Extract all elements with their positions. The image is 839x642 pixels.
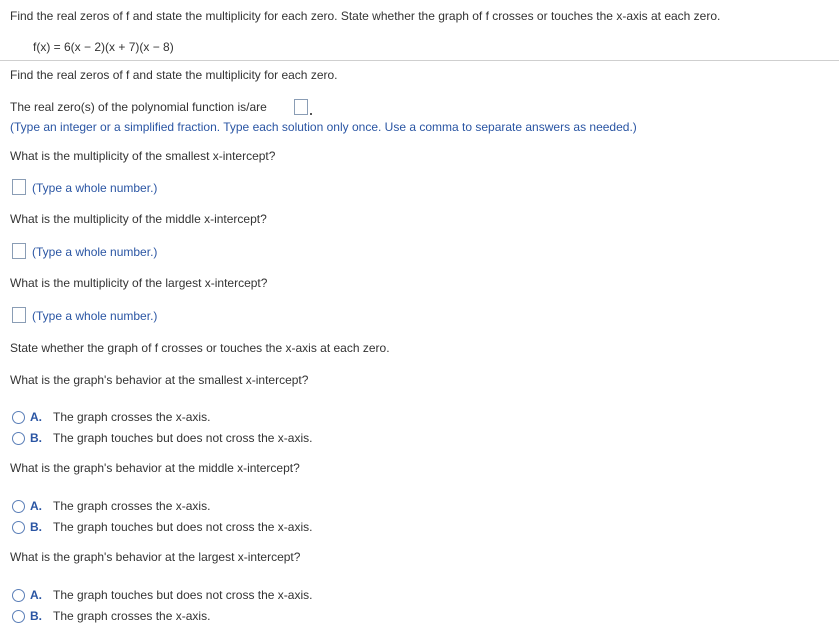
option-text: The graph crosses the x-axis. (53, 499, 211, 513)
largest-multiplicity-question: What is the multiplicity of the largest x-intercept? (10, 276, 268, 290)
middle-multiplicity-input[interactable] (12, 243, 26, 259)
option-text: The graph touches but does not cross the x-axis. (53, 588, 313, 602)
option-letter: A. (30, 410, 42, 424)
zeros-label: The real zero(s) of the polynomial function is/are (10, 100, 267, 114)
option-letter: A. (30, 588, 42, 602)
option-letter: B. (30, 431, 42, 445)
behavior-middle-question: What is the graph's behavior at the middle x-intercept? (10, 461, 300, 475)
option-letter: B. (30, 609, 42, 623)
option-text: The graph touches but does not cross the x-axis. (53, 520, 313, 534)
radio-icon[interactable] (12, 432, 25, 445)
middle-multiplicity-question: What is the multiplicity of the middle x-intercept? (10, 212, 267, 226)
section-divider (0, 60, 839, 61)
middle-multiplicity-hint: (Type a whole number.) (32, 245, 158, 259)
radio-icon[interactable] (12, 411, 25, 424)
zeros-hint: (Type an integer or a simplified fraction. Type each solution only once. Use a comma to separate answers as needed.) (10, 120, 637, 134)
behavior-largest-option-a[interactable] (12, 588, 342, 604)
option-letter: B. (30, 520, 42, 534)
behavior-middle-option-a[interactable] (12, 499, 342, 515)
radio-icon[interactable] (12, 589, 25, 602)
behavior-largest-option-b[interactable] (12, 609, 342, 625)
smallest-multiplicity-hint: (Type a whole number.) (32, 181, 158, 195)
option-text: The graph crosses the x-axis. (53, 609, 211, 623)
option-text: The graph crosses the x-axis. (53, 410, 211, 424)
zeros-input[interactable] (294, 99, 308, 115)
behavior-smallest-option-b[interactable] (12, 431, 342, 447)
option-text: The graph touches but does not cross the x-axis. (53, 431, 313, 445)
behavior-smallest-question: What is the graph's behavior at the smallest x-intercept? (10, 373, 309, 387)
largest-multiplicity-hint: (Type a whole number.) (32, 309, 158, 323)
cursor-dot-icon (310, 113, 312, 115)
radio-icon[interactable] (12, 500, 25, 513)
behavior-middle-option-b[interactable] (12, 520, 342, 536)
behavior-largest-question: What is the graph's behavior at the largest x-intercept? (10, 550, 301, 564)
radio-icon[interactable] (12, 521, 25, 534)
largest-multiplicity-input[interactable] (12, 307, 26, 323)
option-letter: A. (30, 499, 42, 513)
part2-instruction: State whether the graph of f crosses or touches the x-axis at each zero. (10, 341, 390, 355)
part1-instruction: Find the real zeros of f and state the multiplicity for each zero. (10, 68, 338, 82)
smallest-multiplicity-input[interactable] (12, 179, 26, 195)
question-prompt: Find the real zeros of f and state the multiplicity for each zero. State whether the graph of f crosses or touches the x-axis at each zero. (10, 9, 721, 23)
behavior-smallest-option-a[interactable] (12, 410, 342, 426)
function-definition: f(x) = 6(x − 2)(x + 7)(x − 8) (33, 40, 174, 54)
radio-icon[interactable] (12, 610, 25, 623)
smallest-multiplicity-question: What is the multiplicity of the smallest x-intercept? (10, 149, 276, 163)
